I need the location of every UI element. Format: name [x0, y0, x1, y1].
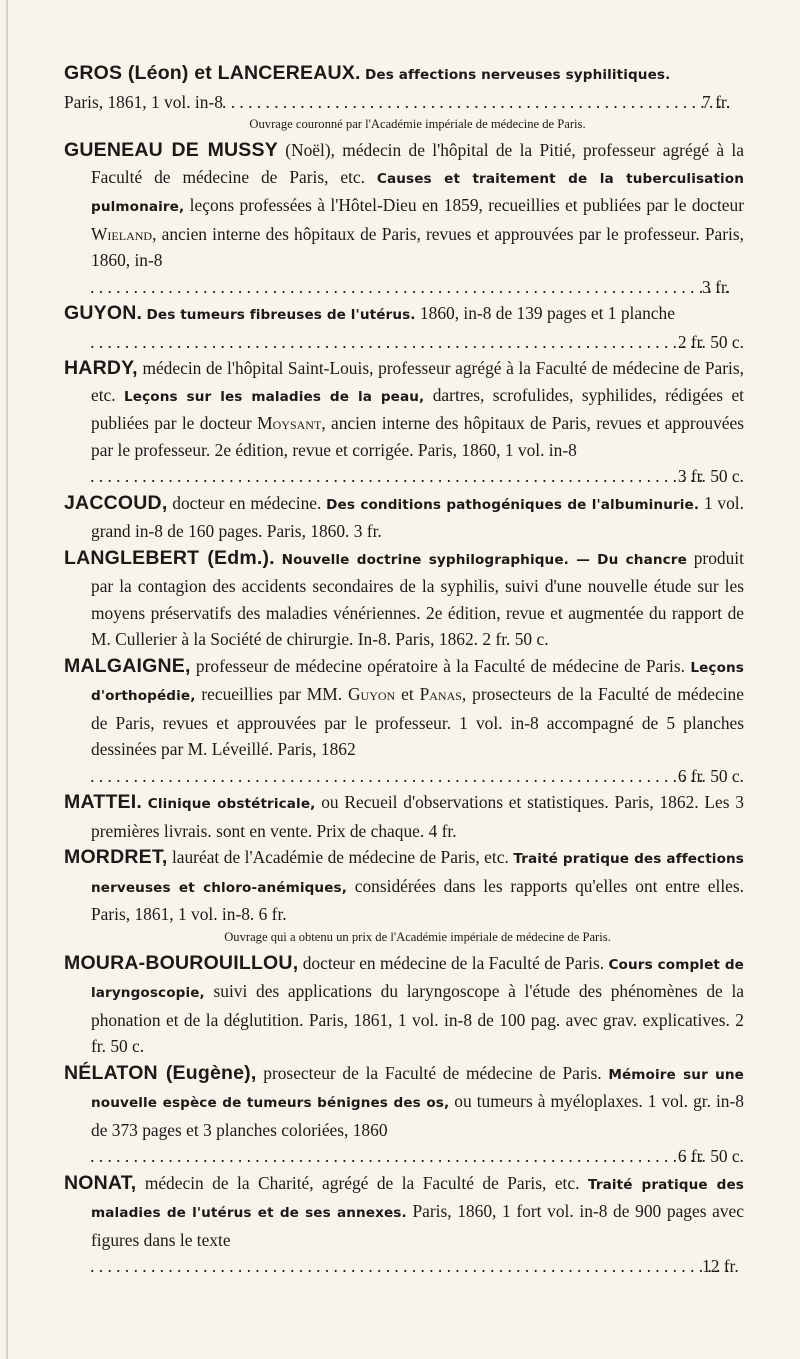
- leader-dots: [91, 1253, 729, 1280]
- entry-author: LANGLEBERT (Edm.).: [64, 546, 275, 569]
- entry-price-line: [91, 463, 744, 490]
- catalog-entry-mattei: [64, 789, 744, 844]
- entry-title: Leçons d'orthopédie,: [91, 659, 744, 704]
- entry-price: 6 fr.: [258, 904, 287, 924]
- entry-title: Clinique obstétricale,: [147, 796, 316, 812]
- entry-description: produit par la contagion des accidents secondaires de la syphilis, suivi d'une nouvelle étude sur les moyens préservatifs des maladies vénériennes. 2e édition, revue et augmentée du rapport de M. Cullerier à la Société de chirurgie. In-8. Paris, 1862.: [91, 547, 744, 649]
- entry-price-line: [91, 329, 744, 356]
- entry-title: Nouvelle doctrine syphilographique. — Du chancre: [281, 551, 687, 568]
- entry-description: suivi des applications du laryngoscope à l'étude des phénomènes de la phonation et de la déglutition. Paris, 1861, 1 vol. in-8 de 100 pag. avec grav. explicatives.: [91, 981, 744, 1030]
- entry-author: MATTEI.: [64, 791, 142, 813]
- entry-description: prosecteur de la Faculté de médecine de Paris.: [263, 1062, 602, 1083]
- entry-person-name: Wieland: [91, 223, 153, 244]
- entry-author: MORDRET,: [64, 846, 168, 868]
- entry-title: Mémoire sur une nouvelle espèce de tumeurs bénignes des os,: [91, 1066, 744, 1111]
- entry-title: Leçons sur les maladies de la peau,: [124, 388, 425, 405]
- entry-title: Traité pratique des maladies de l'utérus et de ses annexes.: [91, 1176, 744, 1221]
- entry-price: 2 fr. 50 c.: [91, 1009, 744, 1056]
- entry-title: Des tumeurs fibreuses de l'utérus.: [146, 307, 416, 323]
- entry-price: 6 fr. 50 c.: [677, 765, 744, 786]
- entry-description: leçons professées à l'Hôtel-Dieu en 1859, recueillies et publiées par le docteur: [189, 195, 744, 215]
- entry-price: 6 fr. 50 c.: [677, 1146, 744, 1166]
- entry-price-line: [91, 1253, 744, 1280]
- entry-author: NÉLATON (Eugène),: [64, 1061, 257, 1084]
- entry-author: GUENEAU DE MUSSY: [64, 139, 278, 161]
- entry-note: Ouvrage qui a obtenu un prix de l'Académie impériale de médecine de Paris.: [224, 929, 611, 944]
- leader-dots: [91, 463, 705, 490]
- catalog-entry-jaccoud: [64, 490, 744, 545]
- entry-price: 3 fr.: [353, 521, 382, 541]
- entry-description: 1 vol. grand in-8 de 160 pages. Paris, 1860.: [91, 492, 744, 541]
- entry-description: docteur en médecine de la Faculté de Paris.: [302, 952, 605, 973]
- catalog-entry-gros: [64, 60, 744, 134]
- entry-description: dartres, scrofulides, syphilides, rédigées et publiées par le docteur: [91, 384, 744, 433]
- entry-price-line: [91, 274, 744, 301]
- entry-price: 12 fr.: [702, 1256, 739, 1276]
- catalog-entry-guyon: [64, 300, 744, 355]
- entry-title: Traité pratique des affections nerveuses et chloro-anémiques,: [91, 851, 744, 896]
- entry-price-line: [91, 763, 744, 790]
- catalog-entry-mordret: [64, 844, 744, 947]
- leader-dots: [223, 89, 729, 116]
- entry-price: 2 fr. 50 c.: [482, 629, 549, 649]
- entry-description: , prosecteurs de la Faculté de médecine de Paris, revues et approuvées par le professeur. 1 vol. in-8 accompagné de 5 planches dessinées par M. Léveillé. Paris, 1862: [91, 684, 744, 759]
- entry-price-line: [91, 1143, 744, 1170]
- catalog-entry-langlebert: [64, 545, 744, 653]
- leader-dots: [91, 329, 705, 356]
- entry-description: Paris, 1860, 1 fort vol. in-8 de 900 pages avec figures dans le texte: [91, 1201, 744, 1250]
- entry-person-name: Panas: [419, 684, 462, 704]
- entry-note: Ouvrage couronné par l'Académie impériale de médecine de Paris.: [249, 117, 586, 131]
- entry-description: (Noël), médecin de l'hôpital de la Pitié, professeur agrégé à la Faculté de médecine de Paris, etc.: [91, 140, 744, 187]
- catalog-entry-malgaigne: [64, 653, 744, 790]
- page-edge-rule: [6, 0, 8, 1359]
- entry-description: professeur de médecine opératoire à la Faculté de médecine de Paris.: [195, 655, 686, 676]
- entry-price: 3 fr. 50 c.: [677, 466, 744, 486]
- entry-title: Cours complet de laryngoscopie,: [91, 956, 744, 1001]
- catalog-entry-hardy: [64, 355, 744, 490]
- entry-title: Des conditions pathogéniques de l'albuminurie.: [326, 496, 700, 513]
- entry-description: et: [401, 684, 414, 704]
- entry-title: Des affections nerveuses syphilitiques.: [364, 67, 671, 83]
- entry-author: MOURA-BOUROUILLOU,: [64, 951, 299, 974]
- leader-dots: [91, 763, 705, 790]
- entry-author: HARDY,: [64, 357, 138, 379]
- entry-description: lauréat de l'Académie de médecine de Paris, etc.: [171, 847, 509, 867]
- entry-price: 3 fr.: [702, 276, 731, 297]
- leader-dots: [91, 274, 729, 301]
- leader-dots: [91, 1143, 705, 1170]
- entry-description: , ancien interne des hôpitaux de Paris, revues et approuvées par le professeur. 2e édition, revue et corrigée. Paris, 1860, 1 vol. in-8: [91, 413, 744, 460]
- entry-author: MALGAIGNE,: [64, 654, 191, 677]
- entry-description: recueillies par MM.: [201, 684, 343, 704]
- entry-author: GUYON.: [64, 302, 143, 324]
- entry-price-line: [64, 89, 744, 116]
- entry-person-name: Moysant: [257, 413, 322, 433]
- entry-description: médecin de la Charité, agrégé de la Faculté de Paris, etc.: [144, 1172, 580, 1193]
- entry-price: 2 fr. 50 c.: [677, 331, 744, 352]
- entry-price: 4 fr.: [428, 820, 457, 841]
- entry-description: docteur en médecine.: [172, 492, 322, 513]
- entry-price: 7 fr.: [702, 91, 731, 112]
- catalog-entry-moura-bourouillou: [64, 950, 744, 1060]
- entry-description: ou Recueil d'observations et statistiques. Paris, 1862. Les 3 premières livrais. sont en vente. Prix de chaque.: [91, 792, 744, 841]
- catalog-page: [64, 60, 744, 1280]
- entry-title: Causes et traitement de la tuberculisation pulmonaire,: [91, 170, 744, 215]
- entry-person-name: Guyon: [347, 684, 396, 704]
- entry-description: considérées dans les rapports qu'elles ont entre elles. Paris, 1861, 1 vol. in-8.: [91, 875, 744, 924]
- entry-details: 1860, in-8 de 139 pages et 1 planche: [419, 303, 675, 323]
- entry-description: médecin de l'hôpital Saint-Louis, professeur agrégé à la Faculté de médecine de Paris, etc.: [91, 358, 744, 405]
- catalog-entry-nelaton: [64, 1060, 744, 1170]
- entry-author: JACCOUD,: [64, 491, 168, 514]
- catalog-entry-nonat: [64, 1170, 744, 1280]
- entry-description: ou tumeurs à myéloplaxes. 1 vol. gr. in-8 de 373 pages et 3 planches coloriées, 1860: [91, 1091, 744, 1140]
- entry-details: Paris, 1861, 1 vol. in-8: [64, 91, 223, 112]
- catalog-entry-gueneau-de-mussy: [64, 137, 744, 300]
- entry-author: GROS (Léon) et LANCEREAUX.: [64, 62, 361, 84]
- entry-description: , ancien interne des hôpitaux de Paris, revues et approuvées par le professeur. Paris, 1860, in-8: [91, 223, 744, 270]
- entry-author: NONAT,: [64, 1171, 137, 1194]
